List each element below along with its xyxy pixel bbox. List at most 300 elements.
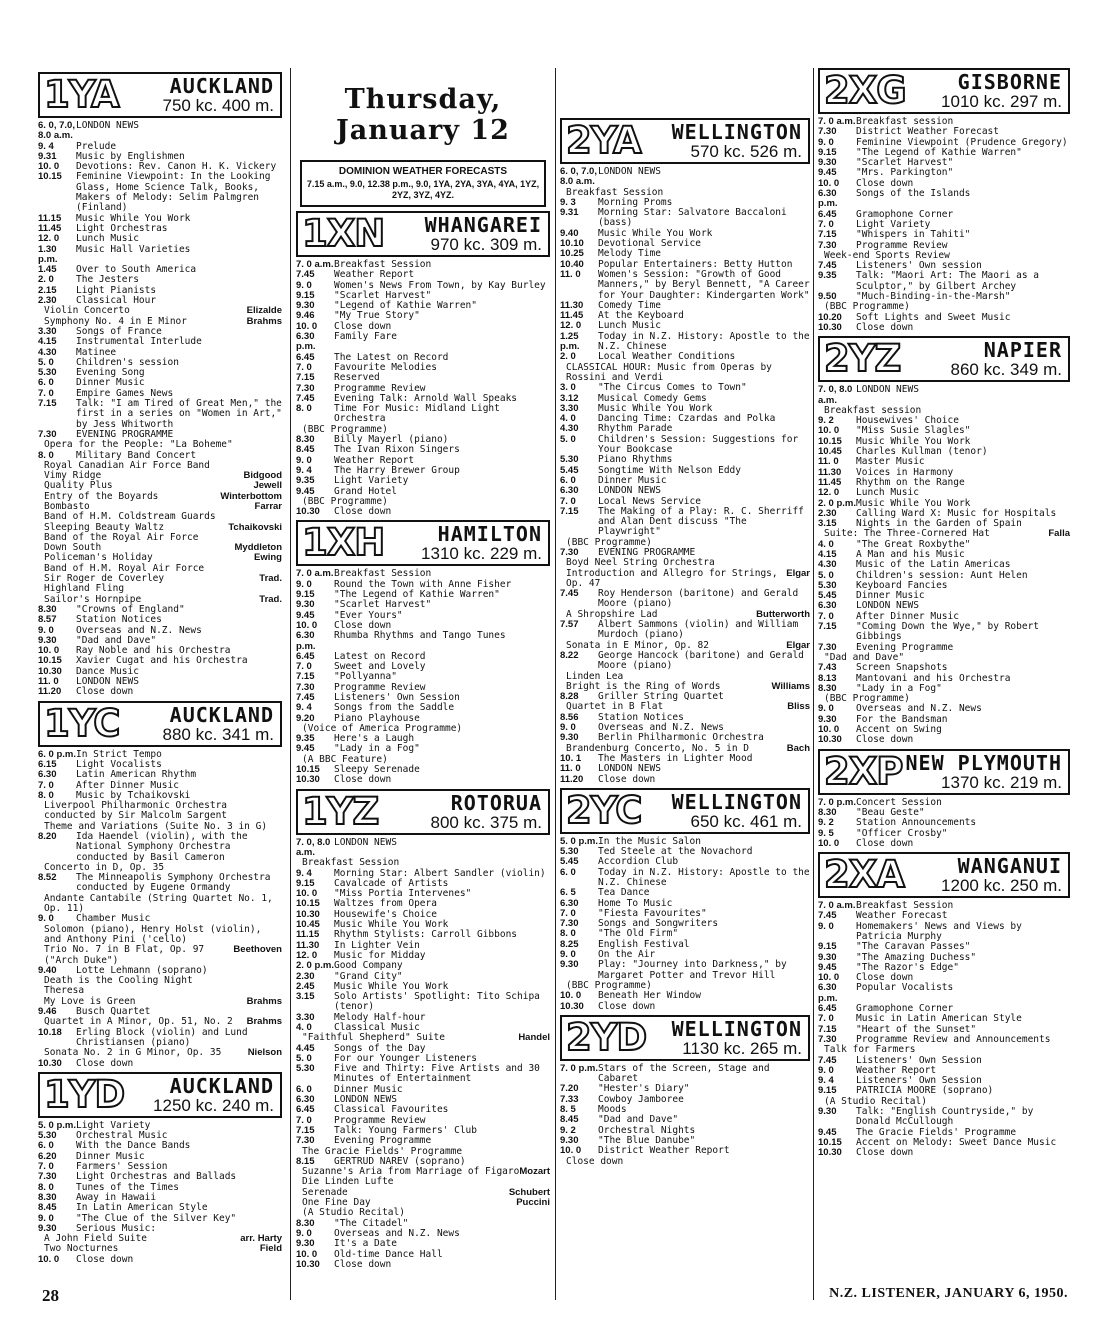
entry-text: Songtime With Nelson Eddy bbox=[598, 464, 741, 476]
station-block bbox=[296, 520, 550, 785]
programme-entry bbox=[38, 399, 282, 430]
entry-text: The Minneapolis Symphony Orchestra conducted by Eugene Ormandy bbox=[76, 872, 271, 894]
subentry-text: Breakfast Session bbox=[566, 186, 664, 198]
programme-entry bbox=[560, 651, 810, 672]
entry-text: Sleepy Serenade bbox=[334, 764, 420, 776]
entry-text: Feminine Viewpoint: In the Looking Glass, Home Science Talk, Books, Makers of Melody: Selim Palmgren (Finland) bbox=[76, 171, 271, 214]
entry-time: 5. 0 bbox=[296, 1052, 312, 1064]
entry-time: 10. 0 bbox=[296, 888, 318, 900]
entry-text: Breakfast Session bbox=[856, 900, 954, 912]
entry-time: 7.15 bbox=[296, 671, 315, 683]
entry-text: "Dad and Dave" bbox=[76, 634, 157, 646]
subentry-composer: Myddleton bbox=[234, 542, 282, 554]
subentry-text: Suzanne's Aria from Marriage of Figaro bbox=[302, 1166, 520, 1178]
entry-text: Children's session bbox=[76, 356, 179, 368]
subentry-text: (BBC Programme) bbox=[302, 495, 388, 507]
entry-text: "The Great Roxbythe" bbox=[856, 538, 971, 550]
entry-time: 7.15 bbox=[296, 1124, 315, 1136]
entry-time: 10. 0 bbox=[818, 724, 840, 736]
entry-time: 10.30 bbox=[296, 506, 320, 518]
issue-line: N.Z. LISTENER, JANUARY 6, 1950. bbox=[829, 1286, 1068, 1301]
subentry-text: Band of H.M. Coldstream Guards bbox=[44, 511, 216, 523]
programme-entry bbox=[818, 189, 1070, 210]
entry-time: 2.30 bbox=[818, 507, 837, 519]
entry-time: 9.35 bbox=[296, 733, 315, 745]
entry-time: 11.30 bbox=[818, 466, 842, 478]
entry-time: 7. 0 bbox=[38, 1161, 54, 1173]
entry-time: 9.20 bbox=[296, 712, 315, 724]
entry-time: 9. 0 bbox=[296, 454, 312, 466]
programme-entry bbox=[38, 1203, 282, 1213]
entry-text: "Grand City" bbox=[334, 970, 403, 982]
station-city: WELLINGTON bbox=[671, 1016, 802, 1041]
entry-time: 11.45 bbox=[560, 310, 584, 322]
entry-time: 7. 0 bbox=[38, 387, 54, 399]
subentry-text: CLASSICAL HOUR: Music from Operas by Rossini and Verdi bbox=[566, 361, 772, 383]
entry-text: Time For Music: Midland Light Orchestra bbox=[334, 403, 500, 425]
entry-time: 10.30 bbox=[818, 734, 842, 746]
entry-text: Chamber Music bbox=[76, 913, 151, 925]
entry-text: Comedy Time bbox=[598, 299, 661, 311]
entry-time: 11.45 bbox=[38, 222, 62, 234]
entry-time: 8.20 bbox=[38, 831, 57, 842]
entry-text: Reserved bbox=[334, 372, 380, 384]
entry-time: 4.30 bbox=[818, 559, 837, 571]
entry-text: "The Caravan Passes" bbox=[856, 941, 971, 953]
subentry-text: "Faithful Shepherd" Suite bbox=[302, 1032, 445, 1044]
station-block bbox=[296, 789, 550, 1270]
entry-time: 10. 0 bbox=[296, 619, 318, 631]
entry-time: 8.52 bbox=[38, 872, 57, 884]
programme-entry bbox=[818, 922, 1070, 943]
entry-text: Talk: "Maori Art: The Maori as a Sculptor," by Gilbert Archey bbox=[856, 270, 1040, 292]
page-number: 28 bbox=[42, 1286, 59, 1305]
entry-text: Classical Favourites bbox=[334, 1104, 449, 1116]
entry-time: 2.15 bbox=[38, 284, 57, 296]
subentry-text: Band of the Royal Air Force bbox=[44, 531, 199, 543]
programme-subentry bbox=[38, 801, 282, 822]
programme-entry bbox=[38, 172, 282, 213]
entry-text: Talk: "I am Tired of Great Men," the first in a series on "Women in Art," by Jess Whitworth bbox=[76, 398, 282, 430]
entry-time: 7.30 bbox=[560, 546, 579, 558]
entry-text: "Scarlet Harvest" bbox=[334, 289, 432, 301]
entry-time: 10. 0 bbox=[38, 1253, 60, 1265]
entry-time: 8.45 bbox=[560, 1114, 579, 1126]
subentry-composer: Schubert bbox=[508, 1186, 550, 1198]
entry-time: 10.20 bbox=[818, 311, 842, 323]
entry-time: 7.30 bbox=[560, 918, 579, 930]
subentry-composer: arr. Harty bbox=[240, 1233, 282, 1245]
entry-time: 4.15 bbox=[818, 548, 837, 560]
station-call-sign: 1YZ bbox=[302, 789, 379, 833]
entry-text: Close down bbox=[76, 1057, 134, 1069]
entry-time: 10.15 bbox=[296, 764, 320, 776]
programme-entry bbox=[38, 687, 282, 697]
entry-text: Children's session: Aunt Helen bbox=[856, 569, 1028, 581]
entry-time: 7. 0 p.m. bbox=[818, 796, 857, 808]
subentry-text: Entry of the Boyards bbox=[44, 490, 159, 502]
entry-time: 5. 0 p.m. bbox=[560, 835, 599, 847]
entry-text: Away in Hawaii bbox=[76, 1191, 157, 1203]
entry-time: 8.45 bbox=[38, 1202, 57, 1214]
entry-text: Military Band Concert bbox=[76, 449, 197, 461]
entry-text: Music While You Work bbox=[334, 980, 449, 992]
programme-entry bbox=[560, 486, 810, 496]
station-frequency: 970 kc. 309 m. bbox=[430, 235, 542, 254]
entry-text: Griller String Quartet bbox=[598, 691, 724, 703]
entry-text: Accordion Club bbox=[598, 856, 679, 868]
subentry-composer: Brahms bbox=[246, 995, 282, 1007]
programme-entry bbox=[38, 873, 282, 894]
entry-time: 11.15 bbox=[296, 929, 320, 941]
programme-entry bbox=[818, 271, 1070, 292]
entry-time: 9.30 bbox=[818, 1106, 837, 1118]
entry-time: 9.45 bbox=[296, 485, 315, 497]
entry-time: 6.20 bbox=[38, 1150, 57, 1162]
programme-entry bbox=[818, 1107, 1070, 1128]
entry-text: Music While You Work bbox=[856, 435, 971, 447]
entry-text: Piano Rhythms bbox=[598, 454, 673, 466]
entry-time: 7. 0 a.m. bbox=[296, 568, 334, 580]
station-call-sign: 2YZ bbox=[824, 337, 901, 381]
entry-time: 9.45 bbox=[296, 743, 315, 755]
entry-text: Songs of the Day bbox=[334, 1042, 426, 1054]
entry-time: 9. 4 bbox=[296, 867, 312, 879]
entry-time: 10.30 bbox=[38, 1057, 62, 1069]
subentry-text: Sir Roger de Coverley bbox=[44, 573, 165, 585]
entry-text: After Dinner Music bbox=[76, 779, 179, 791]
subentry-composer: Brahms bbox=[246, 1016, 282, 1028]
subentry-text: (A BBC Feature) bbox=[302, 753, 388, 765]
programme-subentry bbox=[38, 1048, 282, 1058]
entry-time: 9. 0 bbox=[560, 722, 576, 734]
entry-text: Empire Games News bbox=[76, 387, 174, 399]
entry-time: 9. 2 bbox=[818, 817, 834, 829]
subentry-text: The Gracie Fields' Programme bbox=[302, 1145, 463, 1157]
entry-time: 10.45 bbox=[818, 446, 842, 458]
subentry-text: My Love is Green bbox=[44, 995, 136, 1007]
entry-text: The Masters in Lighter Mood bbox=[598, 752, 753, 764]
entry-text: Station Notices bbox=[76, 614, 162, 626]
programme-entry bbox=[296, 961, 550, 971]
entry-time: 8.30 bbox=[296, 1217, 315, 1229]
entry-text: "Scarlet Harvest" bbox=[856, 157, 954, 169]
entry-text: "Scarlet Harvest" bbox=[334, 599, 432, 611]
station-frequency: 800 kc. 375 m. bbox=[430, 812, 542, 832]
programme-entry bbox=[38, 770, 282, 780]
entry-time: 10.30 bbox=[38, 665, 62, 677]
entry-text: EVENING PROGRAMME bbox=[76, 428, 174, 440]
entry-time: 6.30 p.m. bbox=[296, 331, 316, 353]
entry-time: 11.15 bbox=[38, 212, 62, 224]
entry-time: 5.30 bbox=[560, 454, 579, 466]
entry-text: Breakfast Session bbox=[334, 568, 432, 580]
entry-time: 7. 0, 8.0 a.m. bbox=[296, 836, 331, 858]
subentry-text: Boyd Neel String Orchestra bbox=[566, 557, 715, 569]
entry-time: 10.15 bbox=[38, 655, 62, 667]
programme-entry bbox=[560, 435, 810, 456]
entry-time: 8. 0 bbox=[38, 789, 54, 801]
subentry-text: Symphony No. 4 in E Minor bbox=[44, 315, 187, 327]
entry-time: 8. 0 bbox=[296, 403, 312, 415]
entry-text: "Pollyanna" bbox=[334, 671, 397, 683]
programme-entry bbox=[818, 323, 1070, 333]
entry-time: 2. 0 p.m. bbox=[296, 960, 335, 972]
entry-time: 9. 5 bbox=[818, 827, 834, 839]
subentry-text: Close down bbox=[566, 1155, 624, 1167]
entry-text: With the Dance Bands bbox=[76, 1140, 191, 1152]
entry-time: 7.45 bbox=[296, 269, 315, 281]
entry-time: 9. 4 bbox=[818, 1075, 834, 1087]
station-block bbox=[818, 336, 1070, 745]
subentry-text: (A Studio Recital) bbox=[824, 1095, 927, 1107]
entry-text: Overseas and N.Z. News bbox=[598, 722, 724, 734]
station-call-sign: 2XP bbox=[824, 749, 903, 793]
entry-text: Rhythm Stylists: Carroll Gibbons bbox=[334, 929, 518, 941]
entry-text: "Dad and Dave" bbox=[598, 1114, 679, 1126]
programme-entry bbox=[818, 735, 1070, 745]
entry-time: 2. 0 bbox=[38, 274, 54, 286]
subentry-composer: Elgar bbox=[786, 639, 810, 651]
entry-time: 10.30 bbox=[296, 1258, 320, 1270]
subentry-text: Royal Canadian Air Force Band bbox=[44, 459, 210, 471]
entry-text: Accent on Melody: Sweet Dance Music bbox=[856, 1136, 1057, 1148]
entry-text: Today in N.Z. History: Apostle to the N.Z. Chinese bbox=[598, 330, 810, 353]
entry-text: Classical Hour bbox=[76, 295, 157, 307]
entry-time: 10. 0 bbox=[38, 161, 60, 173]
entry-time: 7.33 bbox=[560, 1093, 579, 1105]
entry-text: Erling Block (violin) and Lund Christiansen (piano) bbox=[76, 1026, 248, 1048]
entry-time: 7.30 bbox=[818, 126, 837, 138]
entry-time: 8. 0 bbox=[38, 1181, 54, 1193]
entry-text: "The Circus Comes to Town" bbox=[598, 382, 747, 394]
entry-text: "The Old Firm" bbox=[598, 928, 679, 940]
entry-time: 6. 0 bbox=[38, 1140, 54, 1152]
entry-text: Weather Report bbox=[334, 454, 415, 466]
entry-text: Dinner Music bbox=[334, 1083, 403, 1095]
programme-list bbox=[818, 901, 1070, 1158]
station-city: WELLINGTON bbox=[671, 120, 802, 144]
programme-subentry bbox=[560, 1157, 810, 1167]
entry-time: 8.30 bbox=[38, 1191, 57, 1203]
station-call-sign: 2YC bbox=[566, 788, 642, 832]
entry-text: Dinner Music bbox=[76, 1150, 145, 1162]
entry-time: 12. 0 bbox=[818, 487, 840, 499]
programme-entry bbox=[38, 358, 282, 368]
subentry-composer: Bidgood bbox=[243, 470, 282, 482]
station-city: WHANGAREI bbox=[424, 213, 542, 237]
entry-text: Sweet and Lovely bbox=[334, 661, 426, 673]
programme-entry bbox=[560, 1002, 810, 1012]
subentry-text: Brandenburg Concerto, No. 5 in D bbox=[566, 742, 750, 754]
entry-text: Breakfast session bbox=[856, 116, 954, 127]
entry-text: Melody Time bbox=[598, 248, 661, 260]
station-block bbox=[560, 118, 810, 785]
programme-entry bbox=[296, 775, 550, 785]
subentry-text: Week-end Sports Review bbox=[824, 249, 950, 261]
entry-text: EVENING PROGRAMME bbox=[598, 546, 696, 558]
entry-time: 4.30 bbox=[560, 423, 579, 435]
station-frequency: 570 kc. 526 m. bbox=[690, 142, 802, 161]
entry-text: Today in N.Z. History: Apostle to the N.Z. Chinese bbox=[598, 866, 810, 888]
station-header bbox=[38, 1072, 282, 1118]
entry-text: "The Citadel" bbox=[334, 1217, 409, 1229]
entry-text: Mantovani and his Orchestra bbox=[856, 672, 1011, 684]
entry-text: Close down bbox=[856, 972, 914, 984]
subentry-text: Sleeping Beauty Waltz bbox=[44, 521, 165, 533]
entry-text: Melody Half-hour bbox=[334, 1011, 426, 1023]
programme-subentry bbox=[38, 925, 282, 946]
entry-text: English Festival bbox=[598, 938, 690, 950]
entry-time: 8. 0 bbox=[560, 928, 576, 940]
entry-time: 4.45 bbox=[296, 1042, 315, 1054]
subentry-text: (BBC Programme) bbox=[566, 979, 652, 991]
programme-subentry bbox=[38, 945, 282, 966]
entry-time: 10.15 bbox=[818, 1136, 842, 1148]
entry-text: Listeners' Own Session bbox=[334, 691, 460, 703]
entry-time: 5. 0 bbox=[38, 356, 54, 368]
entry-text: Albert Sammons (violin) and William Murdoch (piano) bbox=[598, 619, 799, 641]
entry-time: 9.15 bbox=[818, 1085, 837, 1097]
station-block bbox=[38, 701, 282, 1069]
station-city: NAPIER bbox=[983, 338, 1062, 363]
entry-text: "Crowns of England" bbox=[76, 603, 185, 615]
entry-text: Ray Noble and his Orchestra bbox=[76, 645, 231, 657]
station-frequency: 1010 kc. 297 m. bbox=[941, 92, 1062, 111]
entry-time: 7. 0 bbox=[818, 218, 834, 230]
station-header bbox=[560, 1015, 810, 1061]
entry-text: "Hester's Diary" bbox=[598, 1083, 690, 1095]
entry-time: 9.30 bbox=[38, 1222, 57, 1234]
station-header bbox=[818, 68, 1070, 114]
programme-entry bbox=[38, 677, 282, 687]
entry-text: Women's Session: "Growth of Good Manners," by Beryl Bennett, "A Career for Your Daughter: Kindergarten Work" bbox=[598, 268, 810, 301]
programme-entry bbox=[38, 275, 282, 285]
entry-time: 12. 0 bbox=[38, 233, 60, 245]
station-call-sign: 1YC bbox=[44, 701, 120, 745]
entry-time: 11.45 bbox=[818, 476, 842, 488]
programme-list bbox=[38, 1121, 282, 1265]
subentry-text: Down South bbox=[44, 542, 102, 554]
programme-entry bbox=[38, 286, 282, 296]
entry-time: 5. 0 bbox=[560, 433, 576, 445]
entry-text: "The Blue Danube" bbox=[598, 1134, 696, 1146]
entry-text: In Latin American Style bbox=[76, 1202, 208, 1214]
entry-text: Close down bbox=[76, 686, 134, 698]
subentry-text: Sonata in E Minor, Op. 82 bbox=[566, 639, 709, 651]
entry-time: 9. 0 bbox=[296, 279, 312, 291]
station-block bbox=[296, 211, 550, 517]
subentry-text: Sonata No. 2 in G Minor, Op. 35 bbox=[44, 1047, 222, 1059]
entry-time: 5.30 bbox=[38, 1130, 57, 1142]
station-frequency: 1370 kc. 219 m. bbox=[941, 772, 1062, 792]
entry-time: 10.30 bbox=[818, 1147, 842, 1159]
programme-entry bbox=[818, 622, 1070, 643]
entry-time: 5.45 bbox=[560, 464, 579, 476]
entry-text: "Heart of the Sunset" bbox=[856, 1023, 977, 1035]
entry-text: LONDON NEWS bbox=[856, 384, 919, 396]
subentry-composer: Beethoven bbox=[233, 944, 282, 956]
entry-text: "Lady in a Fog" bbox=[334, 743, 420, 755]
entry-time: 9.30 bbox=[296, 599, 315, 611]
station-block bbox=[560, 788, 810, 1012]
entry-time: 9.35 bbox=[818, 270, 837, 282]
entry-text: Rhythm Parade bbox=[598, 423, 673, 435]
programme-entry bbox=[38, 1141, 282, 1151]
entry-text: Station Notices bbox=[598, 711, 684, 723]
programme-list bbox=[818, 798, 1070, 849]
entry-time: 10.15 bbox=[296, 898, 320, 910]
entry-time: 7.30 bbox=[818, 239, 837, 251]
entry-text: "Fiesta Favourites" bbox=[598, 907, 707, 919]
entry-time: 9. 0 bbox=[38, 1212, 54, 1224]
entry-time: 8.57 bbox=[38, 614, 57, 626]
entry-text: "Officer Crosby" bbox=[856, 827, 948, 839]
entry-time: 7.57 bbox=[560, 619, 579, 631]
entry-time: 7. 0 a.m. bbox=[818, 116, 856, 127]
entry-text: Close down bbox=[334, 619, 392, 631]
entry-text: "Lady in a Fog" bbox=[856, 682, 942, 694]
entry-text: Talk: "English Countryside," by Donald McCullough bbox=[856, 1106, 1034, 1128]
programme-entry bbox=[38, 656, 282, 666]
entry-text: Programme Review and Announcements bbox=[856, 1033, 1051, 1045]
entry-time: 9.40 bbox=[560, 227, 579, 239]
subentry-text: Band of H.M. Royal Air Force bbox=[44, 562, 205, 574]
entry-time: 7. 0 bbox=[296, 661, 312, 673]
entry-time: 7. 0 bbox=[296, 361, 312, 373]
entry-time: 9.30 bbox=[818, 951, 837, 963]
entry-time: 9. 0 bbox=[818, 136, 834, 148]
subentry-text: Theresa bbox=[44, 985, 85, 997]
entry-text: Morning Proms bbox=[598, 196, 673, 208]
entry-text: Farmers' Session bbox=[76, 1161, 168, 1173]
programme-entry bbox=[560, 775, 810, 785]
station-block bbox=[818, 68, 1070, 333]
entry-text: A Man and his Music bbox=[856, 548, 965, 560]
entry-time: 10.40 bbox=[560, 258, 584, 270]
entry-text: Good Company bbox=[334, 960, 403, 972]
entry-time: 5. 0 bbox=[818, 569, 834, 581]
entry-text: Weather Report bbox=[334, 269, 415, 281]
entry-text: Evening Programme bbox=[334, 1135, 432, 1147]
entry-text: Lunch Music bbox=[856, 487, 919, 499]
entry-time: 10. 1 bbox=[560, 752, 582, 764]
entry-text: Light Variety bbox=[856, 218, 931, 230]
subentry-text: Concerto in D, Op. 35 bbox=[44, 861, 165, 873]
subentry-text: (BBC Programme) bbox=[824, 693, 910, 705]
subentry-composer: Bach bbox=[786, 742, 810, 754]
entry-time: 6.30 bbox=[38, 769, 57, 781]
entry-text: Programme Review bbox=[334, 1114, 426, 1126]
programme-entry bbox=[296, 476, 550, 486]
entry-time: 9.35 bbox=[296, 475, 315, 487]
entry-text: Grand Hotel bbox=[334, 485, 397, 497]
subentry-composer: Trad. bbox=[259, 573, 282, 585]
entry-text: Music While You Work bbox=[76, 212, 191, 224]
entry-text: Music in Latin American Style bbox=[856, 1013, 1022, 1025]
entry-time: 8.22 bbox=[560, 649, 579, 661]
entry-text: Beneath Her Window bbox=[598, 990, 701, 1002]
entry-time: 9.15 bbox=[818, 146, 837, 158]
entry-time: 7.45 bbox=[296, 691, 315, 703]
entry-text: Popular Entertainers: Betty Hutton bbox=[598, 258, 793, 270]
subentry-composer: Puccini bbox=[516, 1197, 550, 1209]
entry-time: 10. 0 bbox=[560, 990, 582, 1002]
entry-time: 9. 4 bbox=[296, 464, 312, 476]
entry-time: 7.30 bbox=[296, 1135, 315, 1147]
entry-text: Xavier Cugat and his Orchestra bbox=[76, 655, 248, 667]
column-2 bbox=[296, 72, 550, 1273]
